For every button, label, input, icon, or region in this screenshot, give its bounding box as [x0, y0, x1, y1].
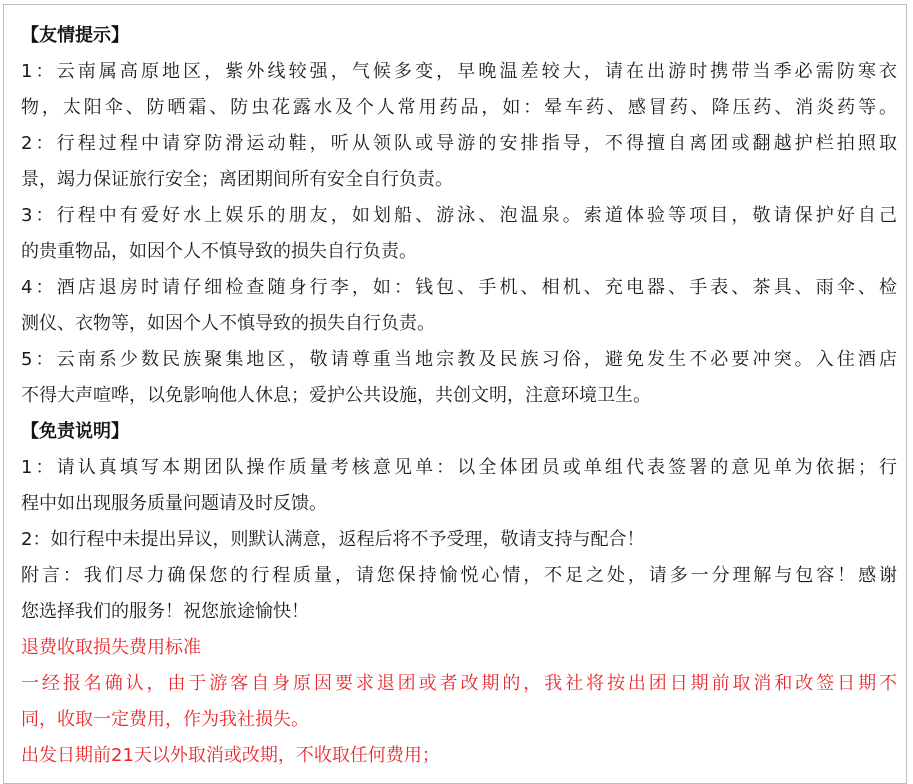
disclaimer-item-1-line-2: 程中如出现服务质量问题请及时反馈。 — [21, 493, 327, 514]
tips-heading: 【友情提示】 — [21, 25, 129, 46]
refund-paragraph-line-2: 同，收取一定费用，作为我社损失。 — [21, 709, 309, 730]
disclaimer-heading: 【免责说明】 — [21, 421, 129, 442]
refund-rule-1: 出发日期前21天以外取消或改期，不收取任何费用； — [21, 745, 440, 766]
tips-item-2-line-2: 景，竭力保证旅行安全；离团期间所有安全自行负责。 — [21, 169, 453, 190]
tips-item-4-line-2: 测仪、衣物等，如因个人不慎导致的损失自行负责。 — [21, 313, 435, 334]
refund-paragraph-line-1: 一经报名确认，由于游客自身原因要求退团或者改期的，我社将按出团日期前取消和改签日期不 — [21, 673, 897, 694]
tips-item-3-line-1: 3：行程中有爱好水上娱乐的朋友，如划船、游泳、泡温泉。索道体验等项目，敬请保护好自己 — [21, 205, 897, 226]
disclaimer-item-1-line-1: 1：请认真填写本期团队操作质量考核意见单：以全体团员或单组代表签署的意见单为依据；行 — [21, 457, 897, 478]
tips-item-1-line-2: 物，太阳伞、防晒霜、防虫花露水及个人常用药品，如：晕车药、感冒药、降压药、消炎药等。 — [21, 97, 897, 118]
refund-title: 退费收取损失费用标准 — [21, 637, 201, 658]
tips-item-5-line-2: 不得大声喧哗，以免影响他人休息；爱护公共设施，共创文明，注意环境卫生。 — [21, 385, 651, 406]
disclaimer-item-2: 2：如行程中未提出异议，则默认满意，返程后将不予受理，敬请支持与配合！ — [21, 529, 645, 550]
document-frame — [3, 4, 907, 784]
disclaimer-note-line-2: 您选择我们的服务！祝您旅途愉快！ — [21, 601, 309, 622]
tips-item-2-line-1: 2：行程过程中请穿防滑运动鞋，听从领队或导游的安排指导，不得擅自离团或翻越护栏拍照取 — [21, 133, 897, 154]
tips-item-1-line-1: 1：云南属高原地区，紫外线较强，气候多变，早晚温差较大，请在出游时携带当季必需防寒衣 — [21, 61, 897, 82]
tips-item-5-line-1: 5：云南系少数民族聚集地区，敬请尊重当地宗教及民族习俗，避免发生不必要冲突。入住酒店 — [21, 349, 897, 370]
tips-item-4-line-1: 4：酒店退房时请仔细检查随身行李，如：钱包、手机、相机、充电器、手表、茶具、雨伞、检 — [21, 277, 897, 298]
tips-item-3-line-2: 的贵重物品，如因个人不慎导致的损失自行负责。 — [21, 241, 417, 262]
disclaimer-note-line-1: 附言：我们尽力确保您的行程质量，请您保持愉悦心情，不足之处，请多一分理解与包容！感谢 — [21, 565, 897, 586]
